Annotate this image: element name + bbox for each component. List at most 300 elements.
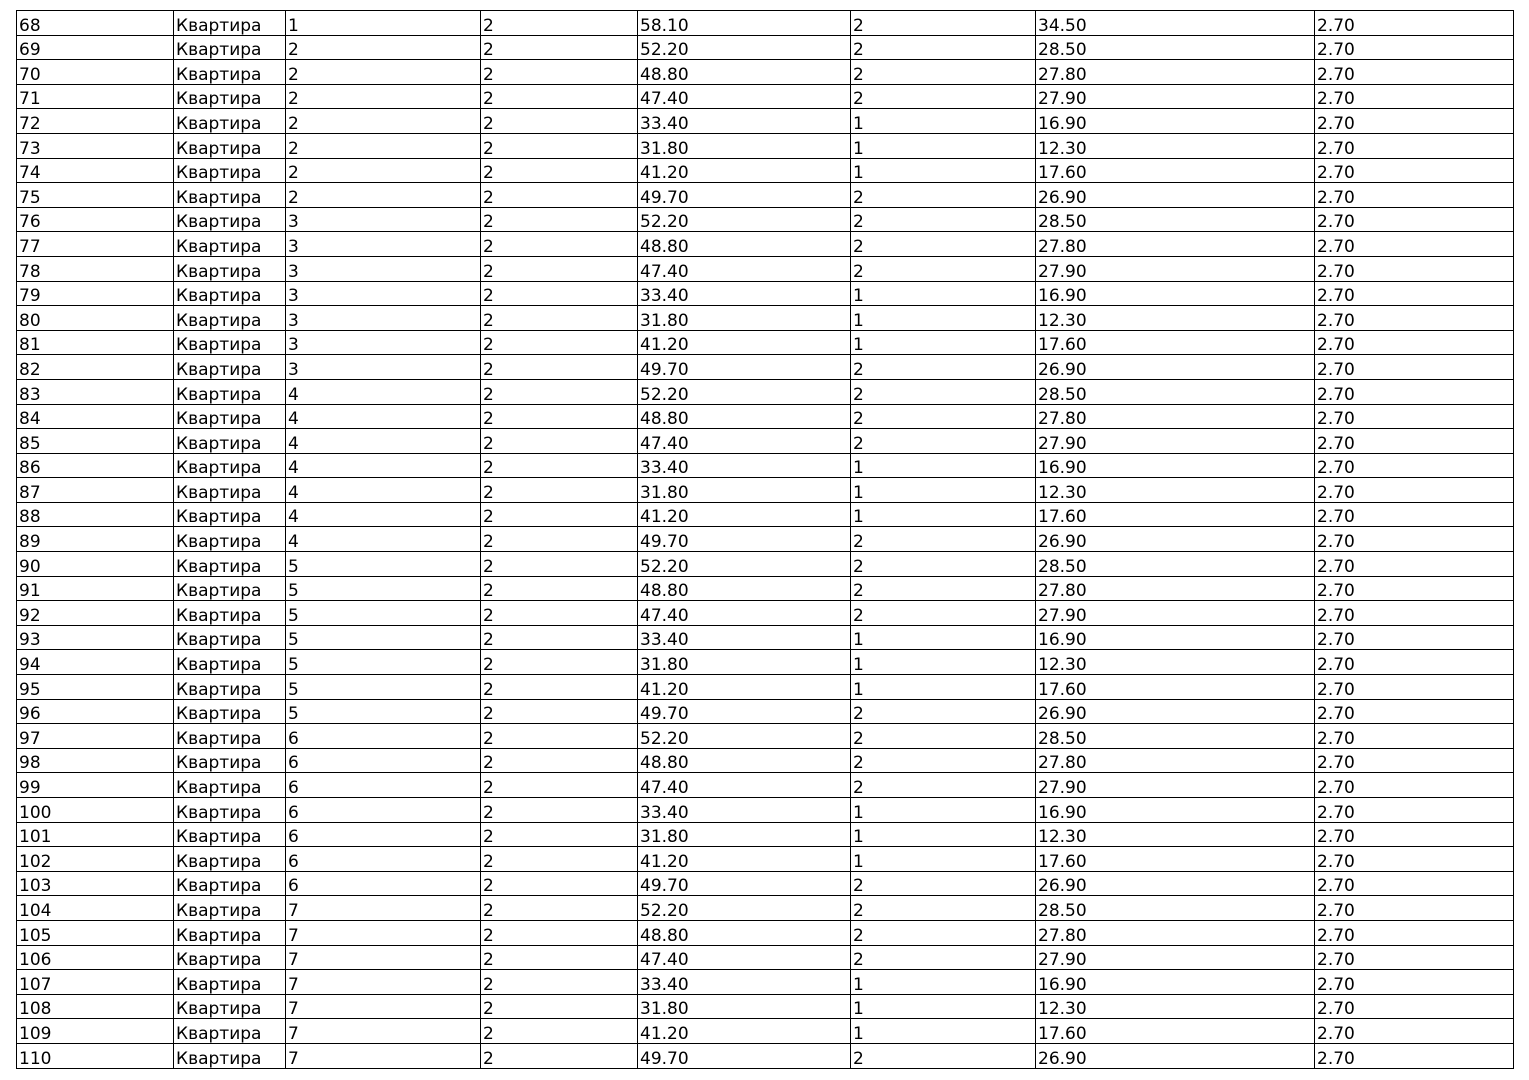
cell-section: 2 — [481, 798, 638, 823]
table-row — [17, 822, 1514, 847]
cell-section: 2 — [481, 11, 638, 36]
cell-total-area: 52.20 — [638, 724, 851, 749]
cell-premises-type: Квартира — [174, 232, 286, 257]
cell-ceiling-height: 2.70 — [1315, 527, 1514, 552]
cell-ceiling-height: 2.70 — [1315, 970, 1514, 995]
cell-rooms: 1 — [851, 133, 1036, 158]
cell-ceiling-height: 2.70 — [1315, 379, 1514, 404]
cell-living-area: 12.30 — [1036, 133, 1315, 158]
table-row — [17, 724, 1514, 749]
cell-total-area: 47.40 — [638, 84, 851, 109]
cell-section: 2 — [481, 601, 638, 626]
apartment-table — [16, 10, 1514, 1069]
cell-ceiling-height: 2.70 — [1315, 330, 1514, 355]
cell-section: 2 — [481, 994, 638, 1019]
cell-rooms: 1 — [851, 822, 1036, 847]
cell-premises-type: Квартира — [174, 822, 286, 847]
cell-floor: 5 — [286, 576, 481, 601]
cell-premises-type: Квартира — [174, 207, 286, 232]
cell-ceiling-height: 2.70 — [1315, 11, 1514, 36]
cell-ceiling-height: 2.70 — [1315, 773, 1514, 798]
cell-floor: 6 — [286, 724, 481, 749]
cell-section: 2 — [481, 675, 638, 700]
cell-total-area: 31.80 — [638, 478, 851, 503]
cell-floor: 3 — [286, 306, 481, 331]
cell-apartment-number: 81 — [17, 330, 174, 355]
cell-apartment-number: 96 — [17, 699, 174, 724]
cell-apartment-number: 98 — [17, 748, 174, 773]
table-row — [17, 527, 1514, 552]
cell-floor: 3 — [286, 232, 481, 257]
cell-ceiling-height: 2.70 — [1315, 1019, 1514, 1044]
cell-premises-type: Квартира — [174, 1019, 286, 1044]
cell-section: 2 — [481, 306, 638, 331]
cell-floor: 7 — [286, 920, 481, 945]
cell-living-area: 26.90 — [1036, 183, 1315, 208]
cell-total-area: 31.80 — [638, 133, 851, 158]
cell-rooms: 2 — [851, 429, 1036, 454]
cell-floor: 3 — [286, 355, 481, 380]
table-row — [17, 576, 1514, 601]
cell-rooms: 2 — [851, 601, 1036, 626]
cell-apartment-number: 83 — [17, 379, 174, 404]
cell-total-area: 52.20 — [638, 379, 851, 404]
cell-rooms: 1 — [851, 109, 1036, 134]
cell-section: 2 — [481, 60, 638, 85]
cell-living-area: 28.50 — [1036, 552, 1315, 577]
cell-premises-type: Квартира — [174, 256, 286, 281]
cell-floor: 6 — [286, 773, 481, 798]
cell-section: 2 — [481, 232, 638, 257]
cell-section: 2 — [481, 822, 638, 847]
cell-ceiling-height: 2.70 — [1315, 896, 1514, 921]
cell-total-area: 31.80 — [638, 822, 851, 847]
table-row — [17, 748, 1514, 773]
cell-apartment-number: 78 — [17, 256, 174, 281]
cell-living-area: 17.60 — [1036, 502, 1315, 527]
cell-floor: 2 — [286, 109, 481, 134]
cell-ceiling-height: 2.70 — [1315, 798, 1514, 823]
cell-section: 2 — [481, 970, 638, 995]
table-row — [17, 1043, 1514, 1068]
table-row — [17, 133, 1514, 158]
cell-section: 2 — [481, 527, 638, 552]
table-row — [17, 896, 1514, 921]
cell-total-area: 33.40 — [638, 109, 851, 134]
table-row — [17, 920, 1514, 945]
cell-ceiling-height: 2.70 — [1315, 60, 1514, 85]
cell-floor: 4 — [286, 502, 481, 527]
cell-section: 2 — [481, 478, 638, 503]
cell-floor: 4 — [286, 453, 481, 478]
cell-rooms: 1 — [851, 675, 1036, 700]
cell-premises-type: Квартира — [174, 527, 286, 552]
cell-floor: 2 — [286, 35, 481, 60]
cell-floor: 5 — [286, 675, 481, 700]
cell-ceiling-height: 2.70 — [1315, 35, 1514, 60]
cell-premises-type: Квартира — [174, 773, 286, 798]
cell-rooms: 1 — [851, 625, 1036, 650]
cell-section: 2 — [481, 109, 638, 134]
cell-floor: 4 — [286, 527, 481, 552]
cell-premises-type: Квартира — [174, 625, 286, 650]
cell-apartment-number: 105 — [17, 920, 174, 945]
cell-apartment-number: 97 — [17, 724, 174, 749]
cell-rooms: 1 — [851, 478, 1036, 503]
cell-section: 2 — [481, 281, 638, 306]
table-row — [17, 306, 1514, 331]
cell-ceiling-height: 2.70 — [1315, 724, 1514, 749]
cell-total-area: 49.70 — [638, 1043, 851, 1068]
cell-ceiling-height: 2.70 — [1315, 552, 1514, 577]
cell-living-area: 28.50 — [1036, 35, 1315, 60]
cell-floor: 5 — [286, 699, 481, 724]
cell-total-area: 47.40 — [638, 601, 851, 626]
cell-ceiling-height: 2.70 — [1315, 158, 1514, 183]
cell-floor: 7 — [286, 970, 481, 995]
cell-living-area: 26.90 — [1036, 699, 1315, 724]
cell-premises-type: Квартира — [174, 158, 286, 183]
cell-rooms: 2 — [851, 748, 1036, 773]
cell-floor: 7 — [286, 896, 481, 921]
cell-rooms: 2 — [851, 35, 1036, 60]
table-row — [17, 650, 1514, 675]
cell-apartment-number: 91 — [17, 576, 174, 601]
table-row — [17, 158, 1514, 183]
cell-ceiling-height: 2.70 — [1315, 675, 1514, 700]
cell-premises-type: Квартира — [174, 478, 286, 503]
cell-ceiling-height: 2.70 — [1315, 601, 1514, 626]
cell-ceiling-height: 2.70 — [1315, 429, 1514, 454]
cell-total-area: 31.80 — [638, 650, 851, 675]
cell-living-area: 27.80 — [1036, 748, 1315, 773]
cell-ceiling-height: 2.70 — [1315, 183, 1514, 208]
cell-floor: 5 — [286, 552, 481, 577]
cell-rooms: 2 — [851, 404, 1036, 429]
cell-living-area: 27.80 — [1036, 60, 1315, 85]
cell-section: 2 — [481, 748, 638, 773]
table-row — [17, 256, 1514, 281]
table-row — [17, 994, 1514, 1019]
cell-apartment-number: 106 — [17, 945, 174, 970]
cell-floor: 6 — [286, 822, 481, 847]
cell-section: 2 — [481, 35, 638, 60]
table-row — [17, 281, 1514, 306]
cell-living-area: 28.50 — [1036, 207, 1315, 232]
cell-premises-type: Квартира — [174, 724, 286, 749]
table-row — [17, 675, 1514, 700]
cell-living-area: 26.90 — [1036, 355, 1315, 380]
cell-ceiling-height: 2.70 — [1315, 256, 1514, 281]
cell-ceiling-height: 2.70 — [1315, 945, 1514, 970]
cell-premises-type: Квартира — [174, 945, 286, 970]
cell-apartment-number: 75 — [17, 183, 174, 208]
cell-total-area: 41.20 — [638, 675, 851, 700]
cell-floor: 2 — [286, 158, 481, 183]
cell-ceiling-height: 2.70 — [1315, 748, 1514, 773]
cell-apartment-number: 100 — [17, 798, 174, 823]
cell-total-area: 41.20 — [638, 330, 851, 355]
cell-rooms: 2 — [851, 945, 1036, 970]
cell-premises-type: Квартира — [174, 133, 286, 158]
cell-apartment-number: 84 — [17, 404, 174, 429]
cell-floor: 6 — [286, 798, 481, 823]
cell-rooms: 1 — [851, 502, 1036, 527]
table-row — [17, 330, 1514, 355]
cell-living-area: 27.90 — [1036, 773, 1315, 798]
cell-floor: 6 — [286, 748, 481, 773]
cell-rooms: 1 — [851, 970, 1036, 995]
cell-floor: 3 — [286, 256, 481, 281]
cell-ceiling-height: 2.70 — [1315, 871, 1514, 896]
cell-floor: 7 — [286, 945, 481, 970]
cell-apartment-number: 80 — [17, 306, 174, 331]
cell-premises-type: Квартира — [174, 404, 286, 429]
cell-rooms: 1 — [851, 798, 1036, 823]
cell-living-area: 28.50 — [1036, 724, 1315, 749]
cell-floor: 1 — [286, 11, 481, 36]
cell-ceiling-height: 2.70 — [1315, 109, 1514, 134]
cell-ceiling-height: 2.70 — [1315, 84, 1514, 109]
cell-apartment-number: 68 — [17, 11, 174, 36]
cell-ceiling-height: 2.70 — [1315, 404, 1514, 429]
cell-total-area: 52.20 — [638, 896, 851, 921]
cell-ceiling-height: 2.70 — [1315, 232, 1514, 257]
cell-apartment-number: 107 — [17, 970, 174, 995]
cell-ceiling-height: 2.70 — [1315, 1043, 1514, 1068]
cell-living-area: 16.90 — [1036, 970, 1315, 995]
cell-living-area: 27.90 — [1036, 945, 1315, 970]
cell-apartment-number: 104 — [17, 896, 174, 921]
cell-apartment-number: 71 — [17, 84, 174, 109]
cell-total-area: 58.10 — [638, 11, 851, 36]
table-row — [17, 625, 1514, 650]
table-row — [17, 502, 1514, 527]
cell-premises-type: Квартира — [174, 896, 286, 921]
cell-section: 2 — [481, 699, 638, 724]
cell-section: 2 — [481, 453, 638, 478]
cell-ceiling-height: 2.70 — [1315, 822, 1514, 847]
cell-rooms: 2 — [851, 576, 1036, 601]
cell-section: 2 — [481, 379, 638, 404]
cell-rooms: 2 — [851, 379, 1036, 404]
cell-living-area: 27.90 — [1036, 256, 1315, 281]
cell-section: 2 — [481, 502, 638, 527]
cell-premises-type: Квартира — [174, 183, 286, 208]
table-row — [17, 773, 1514, 798]
cell-ceiling-height: 2.70 — [1315, 478, 1514, 503]
cell-living-area: 17.60 — [1036, 675, 1315, 700]
cell-total-area: 48.80 — [638, 920, 851, 945]
cell-section: 2 — [481, 429, 638, 454]
cell-apartment-number: 77 — [17, 232, 174, 257]
table-row — [17, 84, 1514, 109]
cell-total-area: 48.80 — [638, 232, 851, 257]
table-row — [17, 798, 1514, 823]
cell-rooms: 2 — [851, 60, 1036, 85]
cell-ceiling-height: 2.70 — [1315, 920, 1514, 945]
cell-section: 2 — [481, 773, 638, 798]
table-row — [17, 404, 1514, 429]
cell-floor: 6 — [286, 871, 481, 896]
cell-floor: 4 — [286, 404, 481, 429]
cell-rooms: 1 — [851, 306, 1036, 331]
cell-section: 2 — [481, 183, 638, 208]
table-row — [17, 699, 1514, 724]
cell-premises-type: Квартира — [174, 1043, 286, 1068]
cell-premises-type: Квартира — [174, 453, 286, 478]
cell-premises-type: Квартира — [174, 871, 286, 896]
table-row — [17, 429, 1514, 454]
cell-floor: 4 — [286, 429, 481, 454]
table-row — [17, 945, 1514, 970]
cell-total-area: 48.80 — [638, 404, 851, 429]
cell-ceiling-height: 2.70 — [1315, 453, 1514, 478]
cell-total-area: 33.40 — [638, 625, 851, 650]
cell-rooms: 2 — [851, 232, 1036, 257]
cell-living-area: 17.60 — [1036, 330, 1315, 355]
table-row — [17, 11, 1514, 36]
cell-ceiling-height: 2.70 — [1315, 576, 1514, 601]
table-row — [17, 970, 1514, 995]
cell-rooms: 1 — [851, 158, 1036, 183]
cell-premises-type: Квартира — [174, 11, 286, 36]
cell-living-area: 26.90 — [1036, 871, 1315, 896]
cell-floor: 2 — [286, 133, 481, 158]
cell-premises-type: Квартира — [174, 60, 286, 85]
cell-floor: 3 — [286, 207, 481, 232]
cell-total-area: 41.20 — [638, 502, 851, 527]
cell-rooms: 2 — [851, 920, 1036, 945]
cell-living-area: 27.90 — [1036, 601, 1315, 626]
cell-rooms: 2 — [851, 552, 1036, 577]
cell-rooms: 2 — [851, 871, 1036, 896]
table-row — [17, 1019, 1514, 1044]
cell-floor: 2 — [286, 60, 481, 85]
cell-apartment-number: 73 — [17, 133, 174, 158]
cell-living-area: 28.50 — [1036, 896, 1315, 921]
cell-apartment-number: 87 — [17, 478, 174, 503]
cell-ceiling-height: 2.70 — [1315, 133, 1514, 158]
cell-ceiling-height: 2.70 — [1315, 306, 1514, 331]
cell-total-area: 41.20 — [638, 1019, 851, 1044]
cell-ceiling-height: 2.70 — [1315, 699, 1514, 724]
cell-apartment-number: 95 — [17, 675, 174, 700]
cell-apartment-number: 110 — [17, 1043, 174, 1068]
table-row — [17, 60, 1514, 85]
cell-floor: 4 — [286, 379, 481, 404]
cell-apartment-number: 93 — [17, 625, 174, 650]
cell-ceiling-height: 2.70 — [1315, 355, 1514, 380]
cell-ceiling-height: 2.70 — [1315, 207, 1514, 232]
cell-apartment-number: 94 — [17, 650, 174, 675]
cell-living-area: 27.80 — [1036, 576, 1315, 601]
cell-premises-type: Квартира — [174, 281, 286, 306]
cell-ceiling-height: 2.70 — [1315, 994, 1514, 1019]
cell-apartment-number: 76 — [17, 207, 174, 232]
cell-living-area: 16.90 — [1036, 453, 1315, 478]
cell-premises-type: Квартира — [174, 994, 286, 1019]
cell-premises-type: Квартира — [174, 109, 286, 134]
table-row — [17, 109, 1514, 134]
cell-floor: 7 — [286, 994, 481, 1019]
cell-total-area: 41.20 — [638, 158, 851, 183]
cell-floor: 6 — [286, 847, 481, 872]
cell-apartment-number: 72 — [17, 109, 174, 134]
cell-total-area: 49.70 — [638, 183, 851, 208]
cell-living-area: 16.90 — [1036, 281, 1315, 306]
cell-total-area: 52.20 — [638, 35, 851, 60]
cell-section: 2 — [481, 256, 638, 281]
cell-apartment-number: 89 — [17, 527, 174, 552]
table-row — [17, 601, 1514, 626]
cell-premises-type: Квартира — [174, 847, 286, 872]
cell-apartment-number: 86 — [17, 453, 174, 478]
cell-total-area: 49.70 — [638, 699, 851, 724]
cell-apartment-number: 102 — [17, 847, 174, 872]
table-row — [17, 847, 1514, 872]
cell-premises-type: Квартира — [174, 650, 286, 675]
cell-rooms: 2 — [851, 256, 1036, 281]
table-row — [17, 232, 1514, 257]
cell-living-area: 16.90 — [1036, 625, 1315, 650]
cell-premises-type: Квартира — [174, 306, 286, 331]
cell-apartment-number: 99 — [17, 773, 174, 798]
cell-section: 2 — [481, 404, 638, 429]
table-row — [17, 355, 1514, 380]
cell-total-area: 52.20 — [638, 207, 851, 232]
table-body — [17, 11, 1514, 1069]
cell-section: 2 — [481, 650, 638, 675]
table-row — [17, 871, 1514, 896]
cell-total-area: 33.40 — [638, 281, 851, 306]
cell-rooms: 1 — [851, 994, 1036, 1019]
table-row — [17, 552, 1514, 577]
cell-total-area: 49.70 — [638, 355, 851, 380]
cell-living-area: 12.30 — [1036, 306, 1315, 331]
cell-apartment-number: 101 — [17, 822, 174, 847]
cell-premises-type: Квартира — [174, 576, 286, 601]
cell-living-area: 27.90 — [1036, 84, 1315, 109]
cell-rooms: 1 — [851, 453, 1036, 478]
cell-section: 2 — [481, 1019, 638, 1044]
cell-apartment-number: 88 — [17, 502, 174, 527]
cell-floor: 2 — [286, 183, 481, 208]
cell-apartment-number: 103 — [17, 871, 174, 896]
cell-total-area: 41.20 — [638, 847, 851, 872]
cell-apartment-number: 108 — [17, 994, 174, 1019]
cell-apartment-number: 90 — [17, 552, 174, 577]
cell-section: 2 — [481, 945, 638, 970]
table-row — [17, 35, 1514, 60]
cell-premises-type: Квартира — [174, 675, 286, 700]
cell-premises-type: Квартира — [174, 355, 286, 380]
cell-floor: 4 — [286, 478, 481, 503]
cell-rooms: 2 — [851, 527, 1036, 552]
cell-section: 2 — [481, 552, 638, 577]
cell-apartment-number: 70 — [17, 60, 174, 85]
cell-section: 2 — [481, 625, 638, 650]
cell-living-area: 27.80 — [1036, 920, 1315, 945]
cell-ceiling-height: 2.70 — [1315, 625, 1514, 650]
cell-rooms: 2 — [851, 896, 1036, 921]
cell-living-area: 27.80 — [1036, 232, 1315, 257]
cell-section: 2 — [481, 724, 638, 749]
cell-living-area: 17.60 — [1036, 1019, 1315, 1044]
cell-total-area: 47.40 — [638, 773, 851, 798]
cell-living-area: 12.30 — [1036, 650, 1315, 675]
cell-rooms: 2 — [851, 355, 1036, 380]
